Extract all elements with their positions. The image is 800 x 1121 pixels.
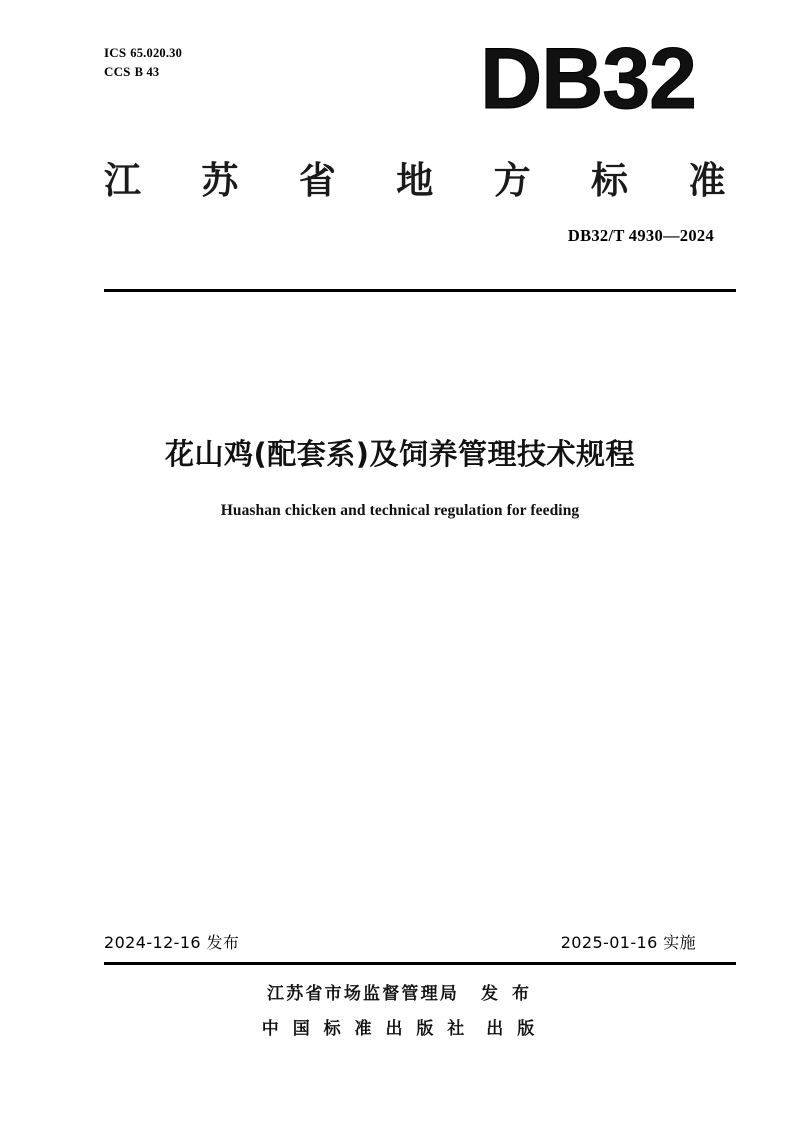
series-char-3: 地 bbox=[396, 159, 434, 202]
series-char-1: 苏 bbox=[201, 159, 239, 202]
standard-series-title bbox=[104, 150, 736, 204]
document-title-chinese: 花山鸡(配套系)及饲养管理技术规程 bbox=[164, 437, 635, 471]
publisher-line bbox=[0, 979, 800, 1004]
series-char-4: 方 bbox=[493, 159, 532, 202]
implementation-date: 2025-01-16 实施 bbox=[560, 933, 696, 952]
series-char-6: 准 bbox=[688, 159, 726, 202]
divider-bottom bbox=[104, 962, 736, 965]
ics-label: ICS bbox=[104, 45, 127, 60]
publisher-action: 发 布 bbox=[481, 984, 533, 1004]
db32-logo: DB32 bbox=[480, 31, 696, 127]
ccs-value: B 43 bbox=[134, 64, 160, 79]
standard-number: DB32/T 4930—2024 bbox=[567, 226, 714, 245]
series-char-0: 江 bbox=[104, 159, 142, 202]
press-organization: 中 国 标 准 出 版 社 bbox=[261, 1019, 469, 1039]
series-char-5: 标 bbox=[591, 159, 629, 202]
ics-block bbox=[104, 44, 182, 82]
ccs-line bbox=[104, 63, 182, 82]
ccs-label: CCS bbox=[104, 63, 131, 79]
divider-top bbox=[104, 289, 736, 292]
document-title-english: Huashan chicken and technical regulation for feeding bbox=[220, 502, 580, 519]
ics-value: 65.020.30 bbox=[130, 46, 183, 60]
ics-line bbox=[104, 44, 182, 63]
issue-date: 2024-12-16 发布 bbox=[104, 933, 240, 952]
press-action: 出 版 bbox=[486, 1019, 539, 1039]
publisher-organization: 江苏省市场监督管理局 bbox=[267, 984, 460, 1004]
press-line bbox=[0, 1014, 800, 1039]
series-char-2: 省 bbox=[298, 159, 337, 202]
